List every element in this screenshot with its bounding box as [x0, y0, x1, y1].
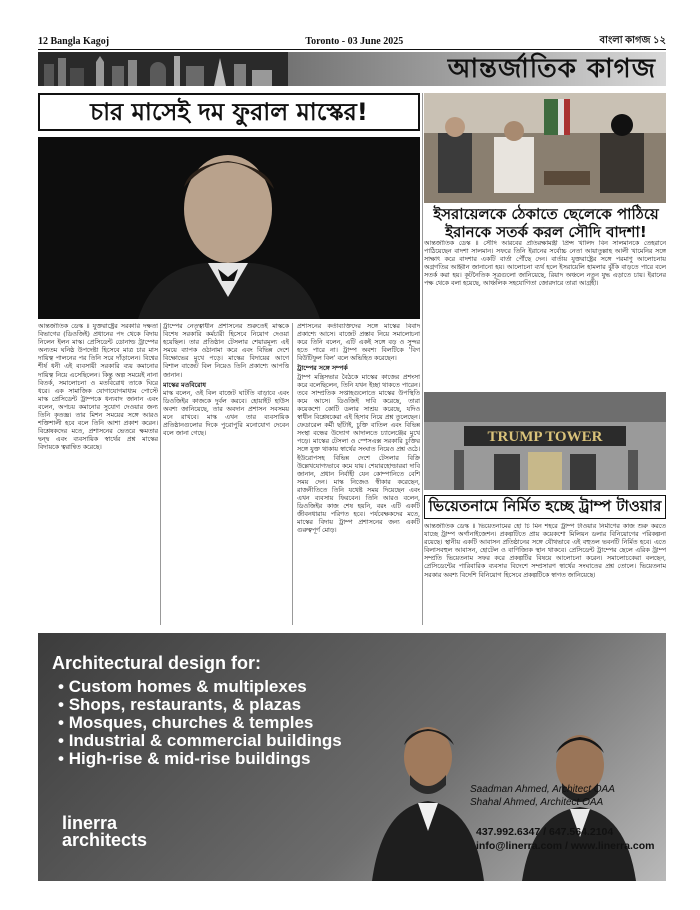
linerra-logo: [62, 815, 147, 849]
musk-portrait-graphic: [38, 137, 420, 319]
header-page-right: বাংলা কাগজ ১২: [599, 34, 666, 46]
saudi-text: [424, 240, 666, 388]
architect-names: [470, 783, 615, 809]
musk-text-col2: [163, 323, 289, 625]
logo-line1: linerra: [62, 813, 118, 833]
musk-photo: [38, 137, 420, 319]
trump-tower-photo: [424, 392, 666, 490]
ad-service-item: • Mosques, churches & temples: [58, 714, 342, 732]
ad-contact: [476, 825, 654, 853]
column-divider: [292, 323, 293, 625]
musk-headline: চার মাসেই দম ফুরাল মাস্কের!: [38, 93, 420, 131]
ad-phone-numbers: 437.992.6347 / 647.564.2104: [476, 826, 614, 838]
ad-title: Architectural design for:: [52, 653, 262, 673]
section-title: আন্তর্জাতিক কাগজ: [447, 54, 656, 84]
header-rule: [38, 49, 666, 50]
ad-web-address: info@linerra.com / www.linerra.com: [476, 840, 655, 852]
trump-tower-sign: TRUMP TOWER: [487, 429, 603, 445]
trump-body: আন্তর্জাতিক ডেস্ক ॥ ভিয়েতনামের হো চি মিন শহরে ট্রাম্প টাওয়ার নির্মাণের কাজ শুরু করতে যাচ্ছে ট্রাম্প অর্গানাইজেশন। প্রকল্পটিতে প্রায় কয়েকশো মিলিয়ন ডলার বিনিয়োগের পরিকল্পনা রয়েছে। স্থানীয় একটি আবাসন প্রতিষ্ঠানের সঙ্গে যৌথভাবে এই বহুতল ভবনটি নির্মিত হবে। এতে বিলাসবহুল আবাসন, হোটেল ও বাণিজ্যিক স্থান থাকবে। প্রেসিডেন্ট ট্রাম্পের ছেলে এরিক ট্রাম্প সম্প্রতি ভিয়েতনাম সফর করে প্রকল্পটির বিষয়ে আলোচনা করেন। সমালোচকেরা বলছেন, প্রেসিডেন্টের পারিবারিক ব্যবসার বিদেশে সম্প্রসারণ স্বার্থের সংঘাতের প্রশ্ন তোলে। ভিয়েতনাম সরকার অবশ্য বিদেশি বিনিয়োগ হিসেবে প্রকল্পটিকে স্বাগত জানিয়েছে।: [424, 523, 666, 579]
page-header: [38, 34, 666, 48]
column-divider: [160, 323, 161, 625]
saudi-headline: ইসরায়েলকে ঠেকাতে ছেলেকে পাঠিয়ে ইরানকে সতর্ক করল সৌদি বাদশা!: [433, 205, 659, 241]
musk-body-col1: আন্তর্জাতিক ডেস্ক ॥ যুক্তরাষ্ট্রের সরকারি দক্ষতা বিভাগের (ডিওজিই) প্রধানের পদ থেকে বিদায় নিলেন ইলন মাস্ক। প্রেসিডেন্ট ডোনাল্ড ট্রাম্পের অন্যতম ঘনিষ্ঠ উপদেষ্টা হিসেবে মাত্র চার মাস দায়িত্ব পালনের পর তিনি সরে দাঁড়ালেন। বিশ্বের শীর্ষ ধনী এই ব্যবসায়ী সরকারি ব্যয় কমানোর দায়িত্ব নিয়ে এসেছিলেন। কিন্তু অল্প সময়েই নানা বিতর্ক, সমালোচনা ও মতবিরোধ তাকে ঘিরে ধরে। এক সামাজিক যোগাযোগমাধ্যম পোস্টে মাস্ক প্রেসিডেন্ট ট্রাম্পকে ধন্যবাদ জানান এবং বলেন, অপচয় কমানোর সুযোগ দেওয়ার জন্য তিনি কৃতজ্ঞ। তার মিশন সময়ের সঙ্গে আরও শক্তিশালী হবে বলে তিনি আশা প্রকাশ করেন। বিশ্লেষকদের মতে, প্রশাসনের ভেতরে ক্ষমতার দ্বন্দ্ব এবং ব্যবসায়িক স্বার্থের প্রশ্ন মাস্কের বিদায়কে ত্বরান্বিত করেছে।: [38, 323, 158, 452]
saudi-photo: [424, 93, 666, 203]
section-banner: [38, 52, 666, 86]
logo-line2: architects: [62, 830, 148, 850]
musk-body-col3: প্রশাসনের কর্তাব্যক্তিদের সঙ্গে মাস্কের বিবাদ প্রকাশ্যে আসে। বাজেট প্রস্তাব নিয়ে সমালোচনা করে তিনি বলেন, এটি একই সঙ্গে বড় ও সুন্দর হতে পারে না। ট্রাম্প অবশ্য বিলটিকে 'বিগ বিউটিফুল বিল' বলে অভিহিত করেছেন।: [297, 323, 420, 363]
trump-text: [424, 523, 666, 627]
musk-subhead-2: ট্রাম্পের সঙ্গে সম্পর্ক: [297, 365, 348, 373]
ad-service-item: • High-rise & mid-rise buildings: [58, 750, 342, 768]
header-date: Toronto - 03 June 2025: [305, 35, 404, 47]
musk-text-col1: [38, 323, 158, 625]
ad-service-item: • Shops, restaurants, & plazas: [58, 696, 342, 714]
ad-services-list: [58, 678, 342, 768]
ad-service-item: • Custom homes & multiplexes: [58, 678, 342, 696]
meeting-photo-graphic: [424, 93, 666, 203]
musk-body-col2: ট্রাম্পের নেতৃত্বাধীন প্রশাসনের শুরুতেই মাস্ককে বিশেষ সরকারি কর্মচারী হিসেবে নিয়োগ দেওয়া হয়েছিল। তার প্রতিষ্ঠান টেসলার শেয়ারমূল্য এই সময়ে ব্যাপক ওঠানামা করে এবং বিভিন্ন দেশে বিক্ষোভের মুখে পড়ে। মাস্কের বিদায়ের আগে বিশাল বাজেট বিল নিয়েও তিনি প্রকাশ্যে আপত্তি জানান।: [163, 323, 289, 379]
saudi-body: আন্তর্জাতিক ডেস্ক ॥ সৌদি আরবের প্রতিরক্ষামন্ত্রী প্রিন্স খালিদ বিন সালমানকে তেহরানে পাঠিয়েছেন বাদশা সালমান। সফরে তিনি ইরানের সর্বোচ্চ নেতা আয়াতুল্লাহ আলী খামেনির সঙ্গে সাক্ষাৎ করে বাদশার একটি বার্তা পৌঁছে দেন। বার্তায় যুক্তরাষ্ট্রের সঙ্গে পরমাণু আলোচনায় অগ্রগতির আহ্বান জানানো হয়। আলোচনা ব্যর্থ হলে ইসরায়েলি হামলার ঝুঁকি বাড়তে পারে বলে সতর্ক করা হয়। কূটনৈতিক সূত্রগুলো জানিয়েছে, রিয়াদ অঞ্চলে নতুন যুদ্ধ এড়াতে চায়। ইরানের পক্ষ থেকে বলা হয়েছে, আঞ্চলিক সহযোগিতা জোরদারে তারা আগ্রহী।: [424, 240, 666, 288]
ad-service-item: • Industrial & commercial buildings: [58, 732, 342, 750]
musk-body-col3b: ট্রাম্প মন্ত্রিসভার বৈঠকে মাস্কের কাজের প্রশংসা করে বলেছিলেন, তিনি যখন ইচ্ছা থাকতে পারেন। তবে সাম্প্রতিক সপ্তাহগুলোতে মাস্কের উপস্থিতি কমে আসে। ডিওজিই দাবি করেছে, তারা কয়েকশো কোটি ডলার সাশ্রয় করেছে, যদিও স্বাধীন বিশ্লেষকেরা এই হিসাব নিয়ে প্রশ্ন তুলেছেন। ফেডারেল কর্মী ছাঁটাই, চুক্তি বাতিল এবং বিভিন্ন সংস্থা বন্ধের উদ্যোগ আদালতে চ্যালেঞ্জের মুখে পড়ে। মাস্কের টেসলা ও স্পেসএক্স সরকারি চুক্তির সঙ্গে যুক্ত থাকায় স্বার্থের সংঘাত নিয়েও প্রশ্ন ওঠে। ইউরোপসহ বিভিন্ন দেশে টেসলার বিক্রি উল্লেখযোগ্যভাবে কমে যায়। শেয়ারহোল্ডাররা দাবি জানান, প্রধান নির্বাহী যেন কোম্পানিতে বেশি সময় দেন। মাস্ক নিজেও স্বীকার করেছেন, রাজনীতিতে তিনি যথেষ্ট সময় দিয়েছেন এবং এখন ব্যবসায় ফিরবেন। তিনি আরও বলেন, ডিওজিইর কাজ শেষ হয়নি, বরং এটি একটি জীবনধারায় পরিণত হবে। পর্যবেক্ষকদের মতে, মাস্কের বিদায় ট্রাম্প প্রশাসনের জন্য একটি গুরুত্বপূর্ণ মোড়।: [297, 373, 420, 535]
skyline-graphic: [38, 52, 288, 86]
architect-name-1: Saadman Ahmed, Architect OAA: [470, 784, 615, 795]
header-page-left: 12 Bangla Kagoj: [38, 35, 110, 47]
architect-name-2: Shahal Ahmed, Architect OAA: [470, 797, 604, 808]
column-divider: [422, 93, 423, 625]
linerra-advertisement: [38, 633, 666, 881]
trump-tower-graphic: [424, 392, 666, 490]
musk-body-col2b: মাস্ক বলেন, ওই বিল বাজেট ঘাটতি বাড়াবে এবং ডিওজিইর কাজকে দুর্বল করবে। হোয়াইট হাউস অবশ্য জানিয়েছে, তার অবদান প্রশাসন সবসময় মনে রাখবে। মাস্ক এখন তার ব্যবসায়িক প্রতিষ্ঠানগুলোর দিকে পুরোপুরি মনোযোগ দেবেন বলে জানা গেছে।: [163, 389, 289, 438]
trump-headline: ভিয়েতনামে নির্মিত হচ্ছে ট্রাম্প টাওয়ার: [424, 495, 666, 519]
musk-subhead-1: মাস্কের মতবিরোধ: [163, 381, 206, 389]
musk-text-col3: [297, 323, 420, 625]
